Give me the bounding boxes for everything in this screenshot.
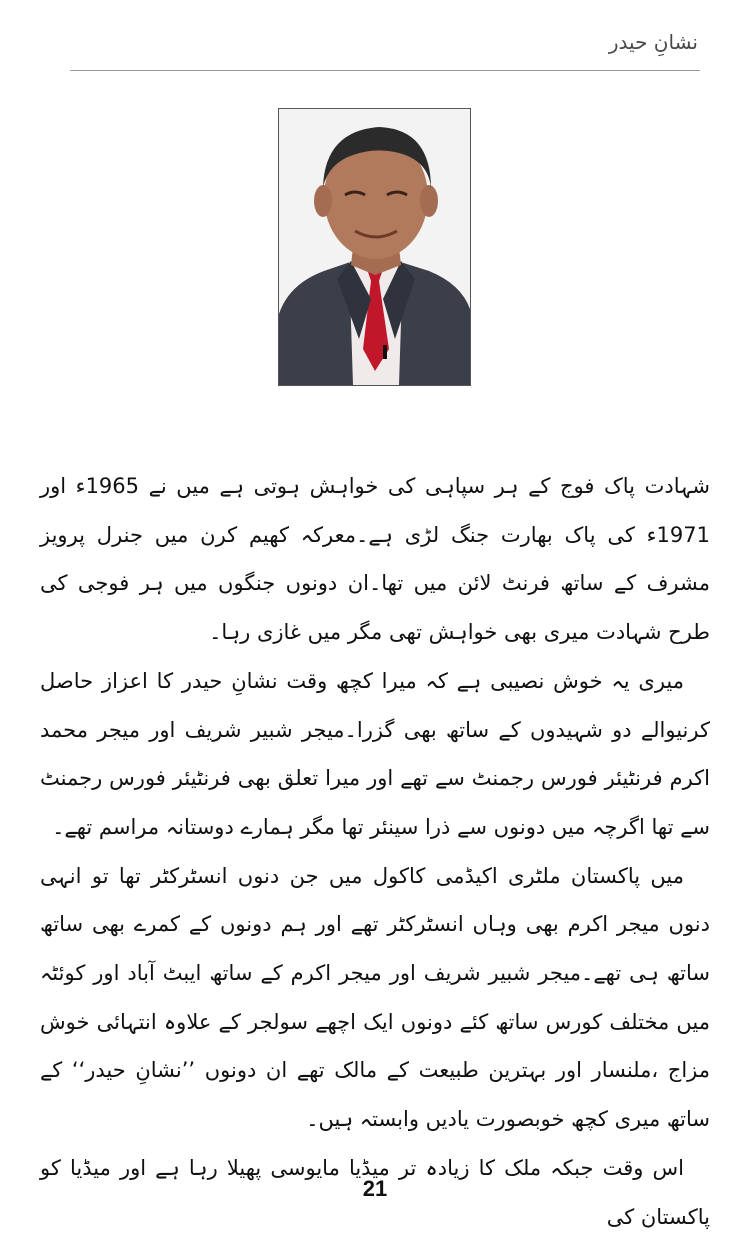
paragraph-1: شہادت پاک فوج کے ہر سپاہی کی خواہش ہوتی ہے میں نے 1965ء اور 1971ء کی پاک بھارت جنگ لڑی ہے۔معرکہ کھیم کرن میں جنرل پرویز مشرف کے ساتھ فرنٹ لائن میں تھا۔ان دونوں جنگوں میں ہر فوجی کی طرح شہادت میری بھی خواہش تھی مگر میں غازی رہا۔: [40, 474, 711, 645]
paragraph-2: میری یہ خوش نصیبی ہے کہ میرا کچھ وقت نشانِ حیدر کا اعزاز حاصل کرنیوالے دو شہیدوں کے ساتھ بھی گزرا۔میجر شبیر شریف اور میجر محمد اکرم فرنٹیئر فورس رجمنٹ سے تھے اور میرا تعلق بھی فرنٹیئر فورس رجمنٹ سے تھا اگرچہ میں دونوں سے ذرا سینئر تھا مگر ہمارے دوستانہ مراسم تھے۔: [40, 668, 710, 839]
body-text: [40, 462, 710, 1241]
paragraph-3: میں پاکستان ملٹری اکیڈمی کاکول میں جن دنوں انسٹرکٹر تھا تو انہی دنوں میجر اکرم بھی وہاں انسٹرکٹر تھے اور ہم دونوں کے کمرے بھی ساتھ ساتھ ہی تھے۔میجر شبیر شریف اور میجر اکرم کے ساتھ ایبٹ آباد اور کوئٹہ میں مختلف کورس ساتھ کئے دونوں ایک اچھے سولجر کے علاوہ انتہائی خوش مزاج ،ملنسار اور بہترین طبیعت کے مالک تھے ان دونوں ’’نشانِ حیدر‘‘ کے ساتھ میری کچھ خوبصورت یادیں وابستہ ہیں۔: [40, 863, 710, 1132]
photo-ear-right: [420, 185, 438, 217]
photo-ear-left: [314, 185, 332, 217]
header-rule: [70, 70, 700, 71]
running-header: نشانِ حیدر: [608, 30, 698, 54]
paragraph-4: اس وقت جبکہ ملک کا زیادہ تر میڈیا مایوسی پھیلا رہا ہے اور میڈیا کو پاکستان کی: [40, 1155, 710, 1229]
portrait-photo: [278, 108, 471, 386]
portrait-photo-icon: [279, 109, 470, 385]
page-number: 21: [362, 1176, 388, 1201]
photo-microphone: [383, 345, 387, 359]
